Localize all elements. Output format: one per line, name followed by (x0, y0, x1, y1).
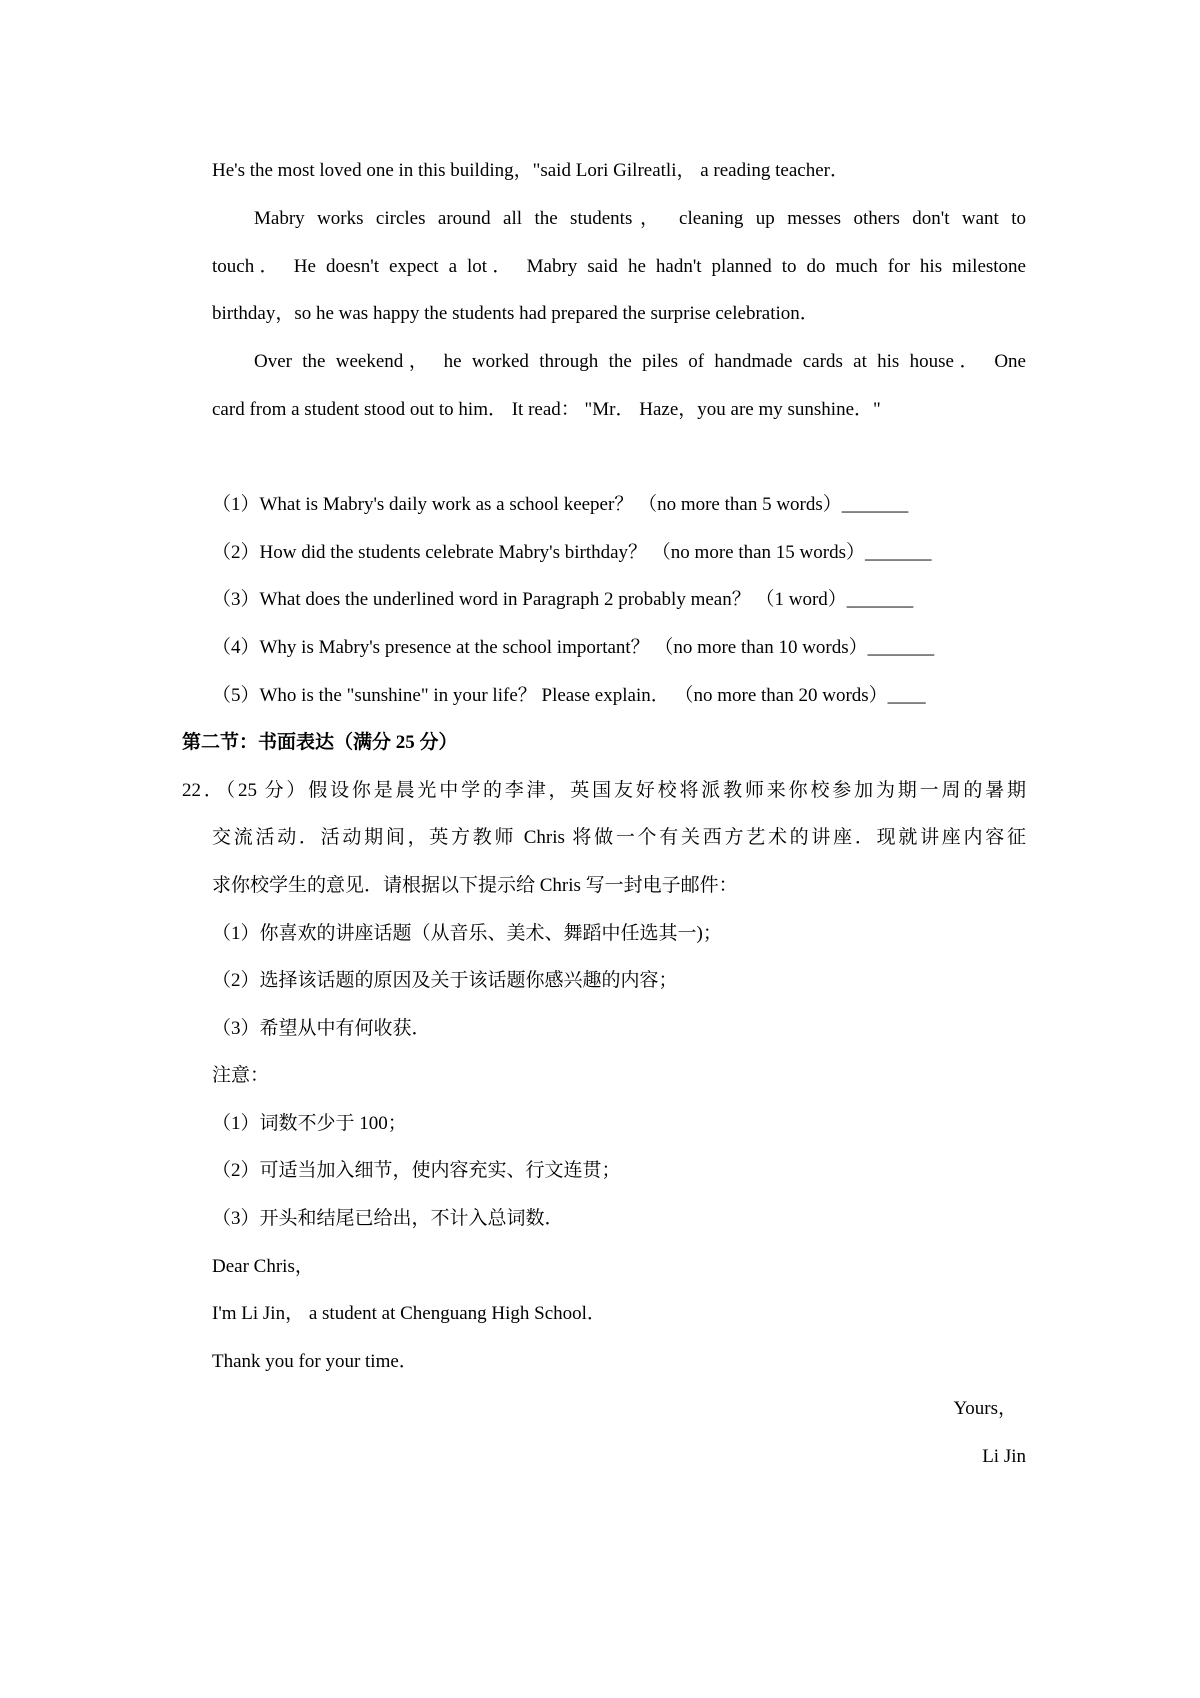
question-2: （2）How did the students celebrate Mabry's birthday？ （no more than 15 words）_______ (212, 542, 932, 563)
question-3: （3）What does the underlined word in Paragraph 2 probably mean？ （1 word）_______ (212, 589, 914, 610)
notice-1: （1）词数不少于 100； (212, 1113, 407, 1134)
passage-line-6: card from a student stood out to him． It read： "Mr． Haze，you are my sunshine．" (212, 399, 881, 420)
letter-opening: I'm Li Jin， a student at Chenguang High School． (212, 1303, 606, 1324)
passage-line-4: birthday，so he was happy the students had prepared the surprise celebration． (212, 303, 819, 324)
letter-signature: Li Jin (982, 1446, 1026, 1467)
letter-greeting: Dear Chris， (212, 1256, 314, 1277)
task-line-2: 交流活动．活动期间，英方教师 Chris 将做一个有关西方艺术的讲座．现就讲座内容征 (212, 827, 1026, 848)
passage-line-1: He's the most loved one in this building，"said Lori Gilreatli， a reading teacher． (212, 160, 849, 181)
task-line-3: 求你校学生的意见．请根据以下提示给 Chris 写一封电子邮件： (212, 875, 738, 896)
task-point-3: （3）希望从中有何收获． (212, 1018, 431, 1039)
question-5: （5）Who is the "sunshine" in your life？ Please explain． （no more than 20 words）____ (212, 685, 926, 706)
letter-sign-off: Yours， (953, 1398, 1017, 1419)
notice-3: （3）开头和结尾已给出，不计入总词数． (212, 1208, 564, 1229)
question-1: （1）What is Mabry's daily work as a school keeper？ （no more than 5 words）_______ (212, 494, 909, 515)
letter-closing-line: Thank you for your time． (212, 1351, 418, 1372)
passage-line-2: Mabry works circles around all the students， cleaning up messes others don't want to (254, 208, 1026, 229)
task-point-1: （1）你喜欢的讲座话题（从音乐、美术、舞蹈中任选其一)； (212, 923, 722, 944)
task-line-1: 22．（25 分）假设你是晨光中学的李津，英国友好校将派教师来你校参加为期一周的暑期 (182, 780, 1026, 801)
task-point-2: （2）选择该话题的原因及关于该话题你感兴趣的内容； (212, 970, 678, 991)
question-4: （4）Why is Mabry's presence at the school important？ （no more than 10 words）_______ (212, 637, 935, 658)
passage-line-3: touch． He doesn't expect a lot． Mabry said he hadn't planned to do much for his milestone (212, 256, 1026, 277)
section-heading: 第二节：书面表达（满分 25 分） (182, 732, 458, 753)
passage-line-5: Over the weekend， he worked through the piles of handmade cards at his house． One (254, 351, 1026, 372)
notice-label: 注意： (212, 1065, 270, 1086)
notice-2: （2）可适当加入细节，使内容充实、行文连贯； (212, 1160, 621, 1181)
